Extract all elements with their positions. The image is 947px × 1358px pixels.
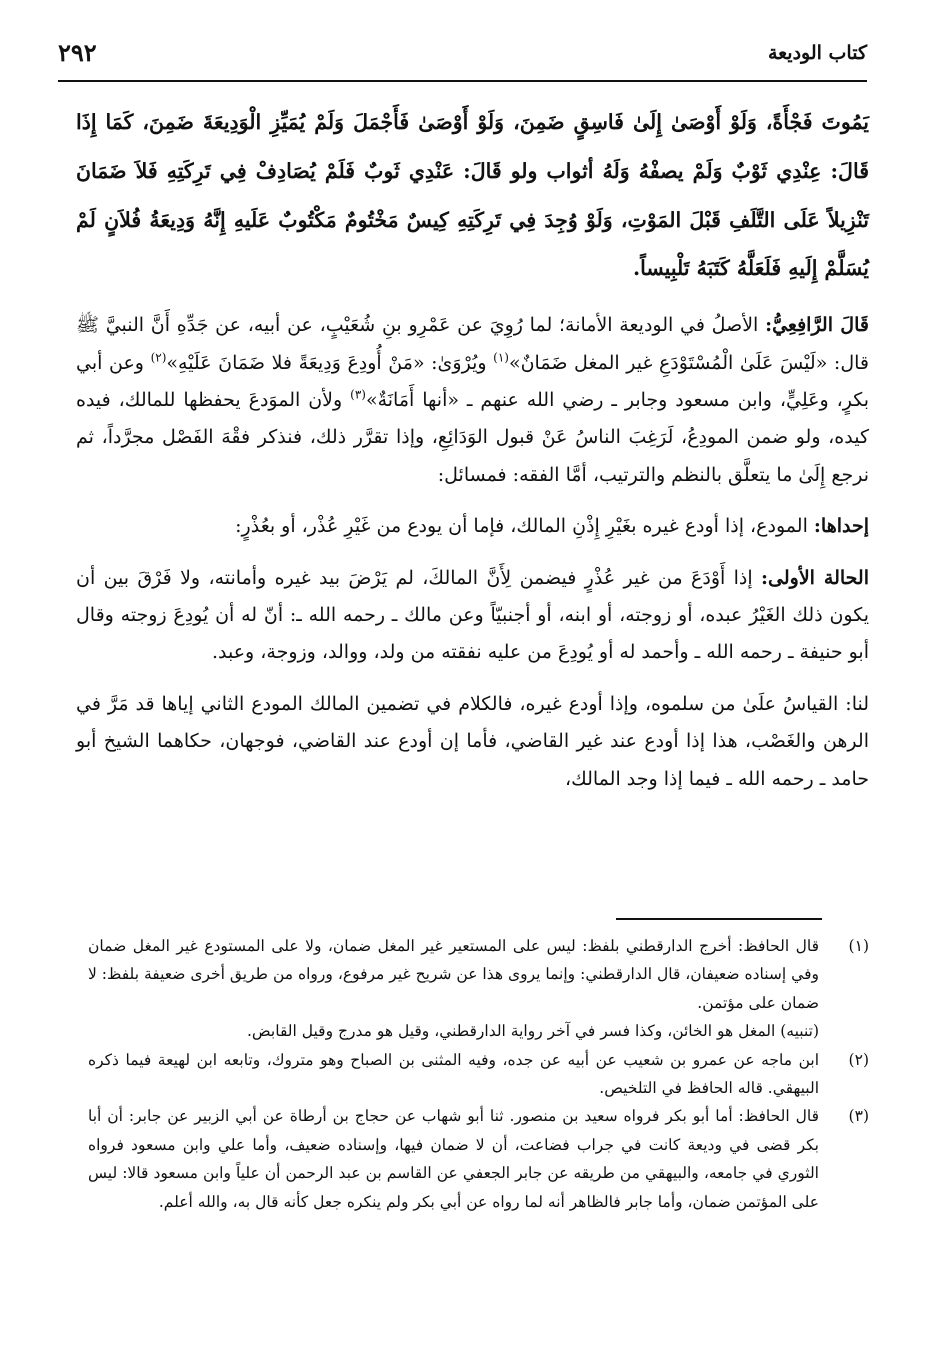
footnote-text: (تنبيه) المغل هو الخائن، وكذا فسر في آخر رواية الدارقطني، وقيل هو مدرج وقيل القابض. [247, 1022, 819, 1041]
commentary-paragraph-4 [76, 686, 869, 798]
speaker-label: قَالَ الرَّافِعِيُّ: [765, 314, 869, 337]
paragraph-text: ولأن الموَدعَ يحفظها للمالك، فيده كيده، ولو ضمن المودِعُ، لَرَغِبَ الناسُ عَنْ قبول الوَدَائِعِ، وإذا تقرَّر ذلك، فنذكر فقْهَ الفَصْل مجرَّداً، ثم نرجع إِلَىٰ ما يتعلَّق بالنظم والترتيب، أمَّا الفقه: فمسائل: [76, 389, 869, 486]
book-title: كتاب الوديعة [767, 42, 867, 64]
footnote-text: قال الحافظ: أخرج الدارقطني بلفظ: ليس على المستعير غير المغل ضمان، ولا على المستودع غير المغل ضمان وفي إسناده ضعيفان، قال الدارقطني: وإنما يروى هذا عن شريح غير مرفوع، ورواه من طريق أخرى ضعيفة بلفظ: لا ضمان على مؤتمن. [88, 937, 819, 1012]
footnote-text: ابن ماجه عن عمرو بن شعيب عن أبيه عن جده، وفيه المثنى بن الصباح وهو متروك، وتابعه ابن لهيعة فيما ذكره البيهقي. قاله الحافظ في التلخيص. [88, 1050, 819, 1098]
footnote-number: (٣) [848, 1107, 869, 1126]
footnote-number: (٢) [848, 1050, 869, 1069]
paragraph-text: المودع، إذا أودع غيره بغَيْرِ إِذْنِ المالك، فإما أن يودع من غَيْرِ عُذْر، أو بعُذْرٍ: [235, 515, 814, 538]
page-header [58, 38, 867, 82]
page-number: ٢٩٢ [58, 38, 97, 67]
paragraph-text: ويُرْوَىٰ: «مَنْ أُودِعَ وَدِيعَةً فلا ضَمَانَ عَلَيْهِ» [166, 351, 494, 374]
footnote-ref-3[interactable]: (٣) [350, 387, 366, 402]
commentary-paragraph-3 [76, 560, 869, 672]
paragraph-text: وعن أبي بكرٍ، وعَلِيٍّ، وابن مسعود وجابر ـ رضي الله عنهم ـ «أنها أَمَانَةٌ» [76, 351, 869, 411]
section-label: إحداها: [813, 515, 869, 538]
footnote [88, 1046, 869, 1103]
footnotes [88, 932, 869, 1216]
commentary-paragraph-2 [76, 508, 869, 545]
footnote-text: قال الحافظ: أما أبو بكر فرواه سعيد بن منصور. ثنا أبو شهاب عن حجاج بن أرطاة عن أبي الزبير عن جابر: أن أبا بكر قضى في وديعة كانت في جراب فضاعت، أن لا ضمان فيها، وإسناده ضعيف، وأما علي وابن مسعود فرواه الثوري في جامعه، والبيهقي من طريقه عن جابر الجعفي عن القاسم بن عبد الرحمن أن علياً وابن مسعود قالا: ليس على المؤتمن ضمان، وأما جابر فالظاهر أنه لما رواه عن أبي بكر ولم ينكره جعل كأنه قال به، والله أعلم. [88, 1107, 819, 1211]
footnote-divider [616, 918, 822, 920]
commentary-paragraph-1 [76, 307, 869, 494]
footnote [88, 1102, 869, 1216]
footnote-number: (١) [848, 937, 869, 955]
footnote [88, 932, 869, 1046]
matn-paragraph: يَمُوتَ فَجْأَةً، وَلَوْ أَوْصَىٰ إِلَىٰ فَاسِقٍ ضَمِنَ، وَلَوْ أَوْصَىٰ فَأَجْمَلَ وَلَمْ يُمَيِّزِ الْوَدِيعَةَ ضَمِنَ، كَمَا إِذَا قَالَ: عِنْدِي ثَوْبٌ وَلَمْ يصفْهُ وَلَهُ أثواب ولو قَالَ: عَنْدِي ثَوبٌ فَلَمْ يُصَادِفْ فِي تَرِكَتِهِ فَلاَ ضَمَانَ تَنْزِيلاً عَلَى التَّلَفِ قَبْلَ المَوْتِ، وَلَوْ وُجِدَ فِي تَرِكَتِهِ كِيسٌ مَخْتُومٌ مَكْتُوبٌ عَلَيهِ إِنَّهُ وَدِيعَةُ فُلاَنٍ لَمْ يُسَلَّمْ إِلَيهِ فَلَعَلَّهُ كَتَبَهُ تَلْبِيساً. [76, 110, 869, 281]
paragraph-text: الأصلُ في الوديعة الأمانة؛ لما رُوِيَ عن عَمْرِو بنِ شُعَيْبٍ، عن أبيه، عن جَدِّهِ أَنَّ النبيَّ ﷺ قال: «لَيْسَ عَلَىٰ الْمُسْتَوْدَعِ غير المغل ضَمَانٌ» [76, 314, 869, 374]
paragraph-text: لنا: القياسُ علَىٰ من سلموه، وإذا أودع غيره، فالكلام في تضمين المالك المودع الثاني إياها قد مَرَّ في الرهن والغَصْب، هذا إذا أودع عند غير القاضي، فأما إن أودع عند القاضي، فوجهان، حكاهما الشيخ أبو حامد ـ رحمه الله ـ فيما إذا وجد المالك، [76, 692, 869, 790]
footnote-ref-1[interactable]: (١) [493, 350, 509, 365]
paragraph-text: إذا أَوْدَعَ من غير عُذْرٍ فيضمن لِأَنَّ المالكَ، لم يَرْضَ بيد غيره وأمانته، ولا فَرْقَ بين أن يكون ذلك الغَيْرُ عبده، أو زوجته، أو ابنه، أو أجنبيّاً وعن مالك ـ رحمه الله ـ: أنّ له أن يُودِعَ زوجته وقال أبو حنيفة ـ رحمه الله ـ وأحمد له أو يُودِعَ من عليه نفقته من ولد، ووالد، وزوجة، وعبد. [76, 566, 869, 664]
footnote-ref-2[interactable]: (٢) [150, 350, 167, 365]
section-label: الحالة الأولى: [761, 566, 869, 589]
main-text [76, 98, 869, 812]
